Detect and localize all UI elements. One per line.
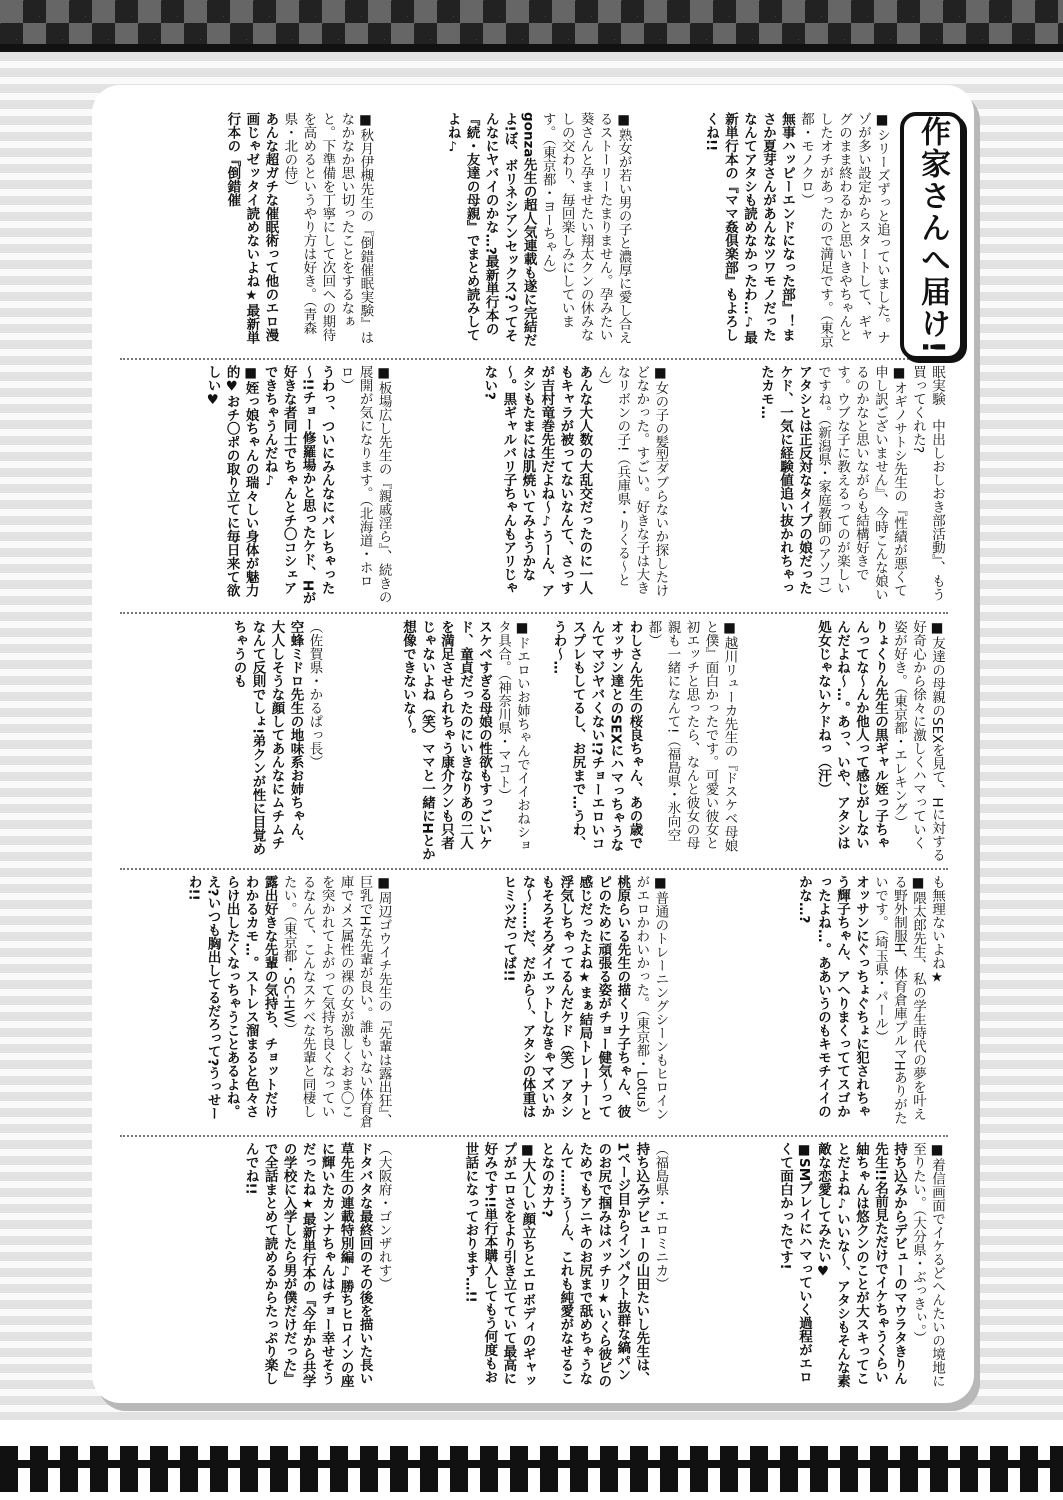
reader-signature: （東京都・Lotus） xyxy=(633,1010,650,1121)
editor-reply: りょくりん先生の黒ギャル姪っ子ちゃんってな～んか他人って感じがしないんだよね～…。あっ、いや、アタシは処女じゃないケドねっ（汗） xyxy=(815,620,888,850)
letter-text xyxy=(120,620,324,862)
reader-signature: （東京都・エレキング） xyxy=(891,687,907,830)
letter-text xyxy=(535,620,739,862)
letter-entry xyxy=(378,112,632,350)
letter-entry xyxy=(673,365,946,605)
reader-comment: ■女の子の髪型ダブらないか探したけどなかった。すごい。好きな子は大きなリボンの子! xyxy=(614,365,669,597)
editor-reply: 桃原らいる先生の描くリナ子ちゃん、彼ピのために頑張る姿がチョー健気～って感じだったよね★まぁ結局トレーナーと浮気しちゃってるんだケド（笑）アタシもそろそろダイエットしなきゃマズいかな～……だ、だから～、アタシの体重はヒミツだってば!! xyxy=(500,875,631,1121)
letter-entry xyxy=(120,1142,393,1392)
letter-text xyxy=(120,875,393,1129)
letter-text xyxy=(673,365,946,605)
letter-entry xyxy=(120,365,393,605)
letter-text xyxy=(673,875,946,1129)
letter-text xyxy=(120,112,374,350)
reader-comment: ■周辺ゴウイチ先生の『先輩は露出狂』、巨乳でHな先輩が良い。誰もいない体育倉庫でメス属性の裸の女が激しくおま〇こを突かれてよがって気持ち良くなっているなんて、こんなスケベな先輩と同棲したい。 xyxy=(280,875,392,1129)
editor-reply: わしさん先生の桜良ちゃん、あの歳でオッサン達とのSEXにハマっちゃうなんてマジヤバくない!?チョーエロいコスプレもしてるし、お尻まで…うわ、うわ～… xyxy=(550,620,643,852)
row-divider xyxy=(120,358,948,360)
letter-text xyxy=(637,112,891,350)
reader-comment: 眠実験 中出しおしおき部活動』、もう買ってくれた? ■オギノサトシ先生の『性績が悪くて申し訳ございません』、今時こんな娘いるのかなと思いながらも結構好きです。ウブな子に教えるってのが楽しいですね。 xyxy=(814,365,945,602)
reader-signature: （福島県・エロミニカ） xyxy=(652,1142,669,1291)
letter-text xyxy=(397,875,670,1129)
letter-text xyxy=(378,112,632,350)
reader-comment: ■熟女が若い男の子と濃厚に愛し合えるストーリーたまりません。孕みたい葵さんと孕ませたい翔太クンの休みなしの交わり、毎回楽しみにしています。 xyxy=(539,112,632,344)
reader-comment: ■越川リューカ先生の『ドスケベ母娘と僕』面白かったです。可愛い彼女と初エッチと思ったら、なんと彼女の母親も一緒になんて! xyxy=(664,620,738,852)
editor-reply: オッサンにぐっちょぐちょに犯されちゃう輝子ちゃん、アヘりまくっててスゴかったよね…。ああいうのもキモチイイのかな…? xyxy=(795,875,869,1118)
letter-entry xyxy=(673,1142,946,1392)
letter-entry xyxy=(535,620,739,862)
reader-comment: ■板場広し先生の『親戚淫ら』、続きの展開が気になります。 xyxy=(356,365,392,604)
reader-signature: （佐賀県・かるぱっ長） xyxy=(306,620,323,769)
editor-reply: あんな大人数の大乱交だったのに一人もキャラが被ってないなんて、さっすが吉村竜巻先生だよね～♪うーん、アタシもたまには肌焼いてみようかな～。黒ギャルバリ子ちゃんもアリじゃない? xyxy=(481,365,593,597)
editor-reply: 露出好きな先輩の気持ち、チョットだけわかるカモ…。ストレス溜まると色々さらけ出したくなっちゃうことあるよね。え?いつも胸出してるだろって?うっせーわ!! xyxy=(185,875,278,1121)
letter-text xyxy=(120,365,393,605)
bottom-border xyxy=(0,1420,1063,1500)
editor-reply: 持ち込みデビューの山田たいし先生は、1ページ目からインパクト抜群な縞パンのお尻で掴みはバッチリ★いくら彼ピのためでもアニキのお尻まで舐めちゃうなんて……う～ん、これも純愛がなせることなのカナ? ■大人しい顔立ちとエロボディのギャップがエロさをより引き立てていて最高に好みです!!単行本購入してもう何度もお世話になっております…!! xyxy=(462,1142,650,1388)
letter-text xyxy=(397,365,670,605)
letter-entry xyxy=(673,875,946,1129)
reader-signature: （東京都・ヨーちゃん） xyxy=(539,139,556,281)
reader-signature: （青森県・北の侍） xyxy=(281,112,317,335)
letter-entry xyxy=(397,875,670,1129)
reader-comment: ■シリーズずっと追っていました。ナゾが多い設定からスタートして、ギャグのまま終わるかと思いきやちゃんとしたオチがあったので満足です。 xyxy=(816,112,890,344)
reader-signature: （埼玉県・パール） xyxy=(871,929,888,1044)
letter-entry xyxy=(120,875,393,1129)
row-divider xyxy=(120,1135,948,1137)
letter-entry xyxy=(637,112,891,350)
letter-text xyxy=(743,620,947,862)
reader-comment: ■着信画面でイケるどへんたいの境地に至りたい。 xyxy=(909,1142,945,1388)
reader-signature: （新潟県・家庭教師のアソコ） xyxy=(814,419,831,602)
reader-signature: （大阪府・ゴンザれす） xyxy=(375,1142,392,1291)
letter-text xyxy=(673,1142,946,1392)
editor-reply: スケベすぎる母娘の性欲もすっごいケド、童貞だったのにいきなりあの二人を満足させられちゃう康介クンも只者じゃないよね（笑）ママと一緒にHとか想像できないな～。 xyxy=(400,620,492,861)
letter-entry xyxy=(743,620,947,862)
title-box xyxy=(900,112,964,360)
reader-signature: （北海道・ホロロ） xyxy=(337,365,373,588)
reader-comment: も無理ないよね★ ■隈太郎先生、私の学生時代の夢を叶える野外制服H、体育倉庫プルマHありがたいです。 xyxy=(871,875,945,1125)
letter-entry xyxy=(120,112,374,350)
row-divider xyxy=(120,868,948,870)
reader-signature: （東京都・モノクロ） xyxy=(797,112,833,349)
editor-reply: あんな超ガチな催眠術って他のエロ漫画じゃゼッタイ読めないよね★最新単行本の『倒錯催 xyxy=(224,112,279,344)
reader-comment: ■普通のトレーニングシーンもヒロインがエロかわいかった。 xyxy=(633,875,669,1121)
letter-entry xyxy=(328,620,532,862)
top-border xyxy=(0,0,1063,52)
letter-entry xyxy=(120,620,324,862)
reader-signature: （東京都・SC-HW） xyxy=(280,915,297,1037)
editor-reply: うわっ、ついにみんなにバレちゃった～!!チョー修羅場かと思ったケド、Hが好きな者同士でちゃんとチ〇コシェアできちゃうんだね♪ ■姪っ娘ちゃんの瑞々しい身体が魅力的♥おチ〇ポの取り立てに毎日来て欲しい♥ xyxy=(204,365,335,605)
reader-signature: （大分県・ぶっきぃ。） xyxy=(909,1209,926,1345)
reader-comment: ■秋月伊槻先生の『倒錯催眠実験』はなかなか思い切ったことをするなぁと。下準備を丁寧にして次回への期待を高めるというやり方は好き。 xyxy=(300,112,374,344)
letter-entry xyxy=(397,1142,670,1392)
editor-reply: アタシとは正反対なタイプの娘だったケド、一気に経験値追い抜かれちゃったカモ… xyxy=(757,365,812,595)
letter-text xyxy=(397,1142,670,1392)
letter-entry xyxy=(397,365,670,605)
letter-text xyxy=(120,1142,393,1392)
page-title: 作家さんへ届け! xyxy=(915,116,950,356)
letter-text xyxy=(328,620,532,862)
reader-signature: （神奈川県・マコト） xyxy=(495,674,511,803)
reader-comment: ■ドエロいお姉ちゃんでイイおねショタ具合。 xyxy=(495,620,530,852)
editor-reply: ドタバタな最終回のその後を描いた長い草先生の連載特別編♪勝ちヒロインの座に輝いたカンナちゃんはチョー幸せそうだったね★最新単行本の『今年から共学の学校に入学したら男が僕だけだった』で全話まとめて読めるからたっぷり楽しんでね!! xyxy=(242,1142,373,1388)
reader-signature: （福島県・氷向空都） xyxy=(645,620,681,842)
reader-signature: （兵庫県・りくる～とん） xyxy=(595,365,631,587)
editor-reply: gonza先生の超人気連載も遂に完結だよ!ぼ、ボリネシアンセックス?ってそんなにヤバイのかな…?最新単行本の『続・友達の母親』でまとめ読みしてよね♪ xyxy=(444,112,537,347)
editor-reply: 無事ハッピーエンドになった部』！まさか夏芽さんがあんなツワモノだったなんてアタシも読めなかったわ…♪最新単行本の『ママ姦倶楽部』もよろしくね!! xyxy=(702,112,795,344)
reader-comment: ■友達の母親のSEXを見て、Hに対する好奇心から徐々に激しくハマっていく姿が好き。 xyxy=(891,620,945,862)
editor-reply: 持ち込みからデビューのマウラタきりん先生!!名前見ただけでイケちゃうくらい紬ちゃんは悠クンのことが大スキってことだよね♪いいな～、アタシもそんな素敵な恋愛してみたい♥ ■SMプレイにハマっていく過程がエロくて面白かったです! xyxy=(776,1142,907,1388)
editor-reply: 空蜂ミドロ先生の地味系お姉ちゃん、大人しそうな顔してあんなにムチムチなんて反則でしょ!弟クンが性に目覚めちゃうのも xyxy=(230,620,304,856)
row-divider xyxy=(120,612,948,614)
